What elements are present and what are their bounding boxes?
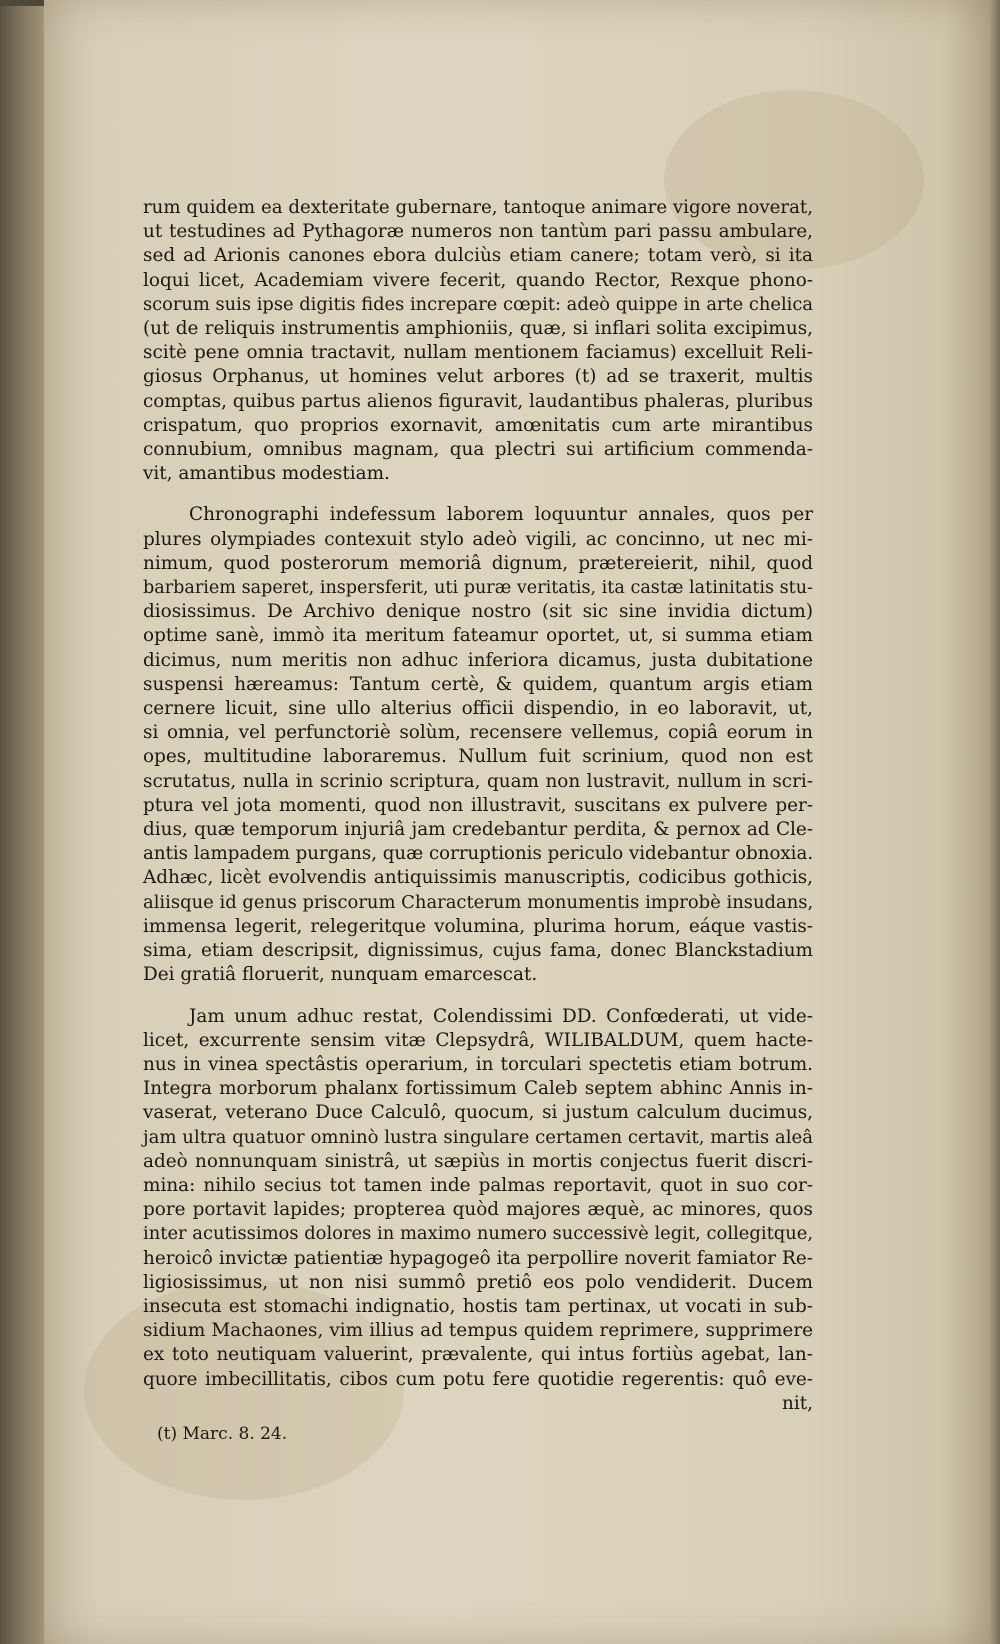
text-line: dius, quæ temporum injuriâ jam credebantur perdita, & pernox ad Cle- [143,819,813,841]
text-line: vaserat, veterano Duce Calculô, quocum, si justum calculum ducimus, [143,1102,813,1124]
text-line: opes, multitudine laboraremus. Nullum fuit scrinium, quod non est [143,746,813,768]
text-line: comptas, quibus partus alienos figuravit, laudantibus phaleras, pluribus [143,390,813,412]
text-line: scrutatus, nulla in scrinio scriptura, quam non lustravit, nullum in scri- [143,770,813,792]
text-line: insecuta est stomachi indignatio, hostis tam pertinax, ut vocati in sub- [143,1295,813,1317]
text-line: connubium, omnibus magnam, qua plectri sui artificium commenda- [143,439,813,461]
text-line: rum quidem ea dexteritate gubernare, tantoque animare vigore noverat, [143,197,813,218]
text-line: sima, etiam descripsit, dignissimus, cujus fama, donec Blanckstadium [143,940,813,962]
text-line: diosissimus. De Archivo denique nostro (sit sic sine invidia dictum) [143,601,813,623]
text-line: cernere licuit, sine ullo alterius officii dispendio, in eo laboravit, ut, [143,698,813,720]
text-line: vit, amantibus modestiam. [143,463,390,485]
text-line: jam ultra quatuor omninò lustra singulare certamen certavit, martis aleâ [143,1126,813,1148]
text-line: immensa legerit, relegeritque volumina, plurima horum, eáque vastis- [143,915,813,937]
text-line: scorum suis ipse digitis fides increpare cœpit: adeò quippe in arte chelica [143,293,813,315]
paragraph-2 [143,503,813,987]
page-edge [990,0,1000,1644]
text-line: crispatum, quo proprios exornavit, amœnitatis cum arte mirantibus [143,414,813,436]
text-line: si omnia, vel perfunctoriè solùm, recensere vellemus, copiâ eorum in [143,722,813,744]
footnote: (t) Marc. 8. 24. [157,1424,288,1444]
text-line: plures olympiades contexuit stylo adeò vigili, ac concinno, ut nec mi- [143,528,813,550]
text-line: adeò nonnunquam sinistrâ, ut sæpiùs in mortis conjectus fuerit discri- [143,1150,813,1172]
text-line: optime sanè, immò ita meritum fateamur oportet, ut, si summa etiam [143,625,813,647]
text-line: antis lampadem purgans, quæ corruptionis periculo videbantur obnoxia. [143,843,814,865]
text-line: Jam unum adhuc restat, Colendissimi DD. Confœderati, ut vide- [189,1005,813,1027]
text-line: dicimus, num meritis non adhuc inferiora dicamus, justa dubitatione [143,649,813,671]
text-line: nus in vinea spectâstis operarium, in torculari spectetis etiam botrum. [143,1053,813,1075]
text-line: barbariem saperet, inspersferit, uti puræ veritatis, ita castæ latinitatis stu- [143,578,813,599]
text-line: ut testudines ad Pythagoræ numeros non tantùm pari passu ambulare, [143,221,813,243]
text-line: ptura vel jota momenti, quod non illustravit, suscitans ex pulvere per- [143,794,813,816]
body-text [143,196,813,1416]
text-line: licet, excurrente sensim vitæ Clepsydrâ, WILIBALDUM, quem hacte- [143,1029,813,1051]
text-line: heroicô invictæ patientiæ hypagogeô ita perpollire noverit famiator Re- [143,1247,813,1269]
catchword: nit, [782,1392,813,1414]
text-line: suspensi hæreamus: Tantum certè, & quidem, quantum argis etiam [143,673,813,695]
text-line: pore portavit lapides; propterea quòd majores æquè, ac minores, quos [143,1199,813,1221]
text-line: Chronographi indefessum laborem loquuntur annales, quos per [189,504,813,526]
text-line: Dei gratiâ floruerit, nunquam emarcescat. [143,964,538,986]
text-line: scitè pene omnia tractavit, nullam mentionem faciamus) excelluit Reli- [143,342,813,364]
text-line: giosus Orphanus, ut homines velut arbores (t) ad se traxerit, multis [143,366,813,388]
text-line: aliisque id genus priscorum Characterum monumentis improbè insudans, [143,891,814,913]
text-line: mina: nihilo secius tot tamen inde palmas reportavit, quot in suo cor- [143,1174,813,1196]
text-line: inter acutissimos dolores in maximo numero successivè legit, collegitque, [143,1223,814,1245]
text-line: Adhæc, licèt evolvendis antiquissimis manuscriptis, codicibus gothicis, [143,867,813,889]
text-line: loqui licet, Academiam vivere fecerit, quando Rector, Rexque phono- [143,269,813,291]
text-line: (ut de reliquis instrumentis amphioniis, quæ, si inflari solita excipimus, [143,318,813,340]
text-line: ligiosissimus, ut non nisi summô pretiô eos polo vendiderit. Ducem [143,1271,813,1293]
text-line: sidium Machaones, vim illius ad tempus quidem reprimere, supprimere [143,1320,813,1342]
text-line: nimum, quod posterorum memoriâ dignum, prætereierit, nihil, quod [143,552,813,574]
text-line: sed ad Arionis canones ebora dulciùs etiam canere; totam verò, si ita [143,245,813,267]
paragraph-1 [143,196,813,486]
text-line: quore imbecillitatis, cibos cum potu fere quotidie regerentis: quô eve- [143,1368,813,1390]
paragraph-3 [143,1005,813,1416]
text-line: ex toto neutiquam valuerint, prævalente, qui intus fortiùs agebat, lan- [143,1344,813,1366]
text-line: Integra morborum phalanx fortissimum Caleb septem abhinc Annis in- [143,1078,813,1100]
